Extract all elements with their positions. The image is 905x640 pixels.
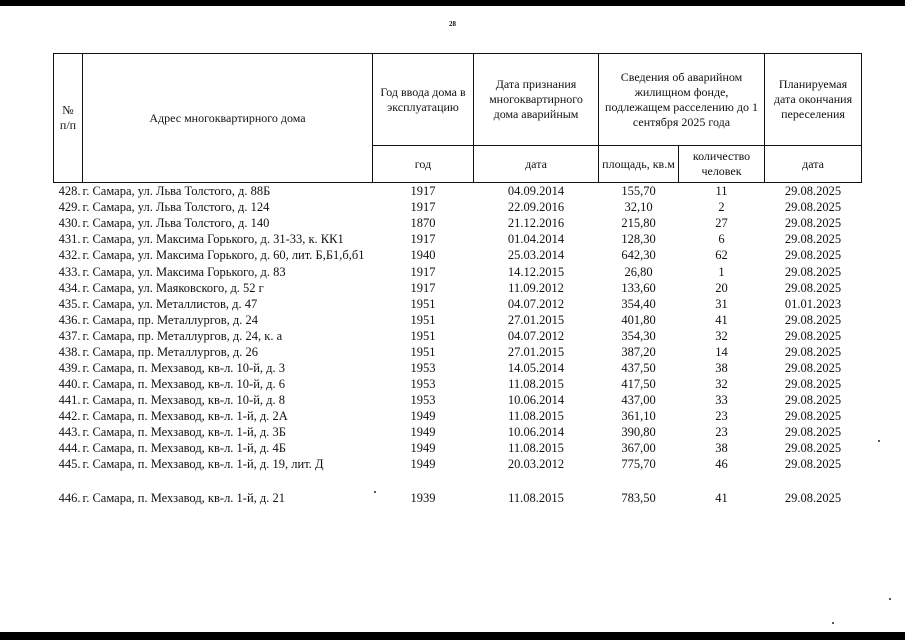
row-number: 429. — [58, 200, 81, 214]
row-number: 432. — [58, 248, 81, 262]
row-people: 1 — [718, 265, 725, 279]
row-number: 431. — [58, 232, 81, 246]
row-year: 1917 — [410, 265, 436, 279]
row-address: г. Самара, пр. Металлургов, д. 24 — [82, 313, 259, 327]
scan-speck — [832, 622, 834, 624]
row-year: 1917 — [410, 200, 436, 214]
row-year: 1953 — [410, 393, 436, 407]
row-plan-date: 29.08.2025 — [784, 216, 842, 230]
row-plan-date: 29.08.2025 — [784, 425, 842, 439]
row-year: 1917 — [410, 184, 436, 198]
row-area: 387,20 — [621, 345, 656, 359]
row-people: 11 — [715, 184, 728, 198]
row-date: 27.01.2015 — [507, 345, 565, 359]
row-address: г. Самара, п. Мехзавод, кв-л. 10-й, д. 3 — [82, 361, 286, 375]
row-number: 446. — [58, 491, 81, 505]
row-address: г. Самара, п. Мехзавод, кв-л. 1-й, д. 3Б — [82, 425, 286, 439]
row-year: 1951 — [410, 345, 436, 359]
row-address: г. Самара, ул. Льва Толстого, д. 124 — [82, 200, 270, 214]
table-row — [54, 424, 862, 440]
row-plan-date: 01.01.2023 — [784, 297, 842, 311]
row-plan-date: 29.08.2025 — [784, 491, 842, 505]
row-people: 20 — [715, 281, 728, 295]
row-area: 401,80 — [621, 313, 656, 327]
row-date: 21.12.2016 — [507, 216, 565, 230]
table-row — [54, 392, 862, 408]
row-plan-date: 29.08.2025 — [784, 232, 842, 246]
row-people: 27 — [715, 216, 728, 230]
row-number: 442. — [58, 409, 81, 423]
row-date: 04.09.2014 — [507, 184, 565, 198]
row-address: г. Самара, п. Мехзавод, кв-л. 1-й, д. 19, лит. Д — [82, 457, 324, 471]
table-row — [54, 376, 862, 392]
scan-speck — [889, 598, 891, 600]
row-area: 32,10 — [624, 200, 653, 214]
subheader-people: количество человек — [679, 146, 765, 183]
row-number: 445. — [58, 457, 81, 471]
row-number: 435. — [58, 297, 81, 311]
row-date: 01.04.2014 — [507, 232, 565, 246]
row-year: 1953 — [410, 377, 436, 391]
row-people: 33 — [715, 393, 728, 407]
table-row — [54, 183, 862, 200]
table-row — [54, 247, 862, 264]
table-row — [54, 328, 862, 344]
row-year: 1951 — [410, 329, 436, 343]
table-row — [54, 360, 862, 376]
row-date: 11.08.2015 — [508, 441, 564, 455]
row-people: 2 — [718, 200, 725, 214]
row-spacer — [54, 472, 862, 490]
subheader-plan-date: дата — [765, 146, 862, 183]
row-number: 438. — [58, 345, 81, 359]
row-year: 1953 — [410, 361, 436, 375]
row-address: г. Самара, п. Мехзавод, кв-л. 10-й, д. 6 — [82, 377, 286, 391]
row-people: 14 — [715, 345, 728, 359]
row-plan-date: 29.08.2025 — [784, 313, 842, 327]
row-year: 1949 — [410, 409, 436, 423]
row-address: г. Самара, ул. Максима Горького, д. 60, лит. Б,Б1,б,б1 — [82, 248, 365, 262]
table-row — [54, 231, 862, 247]
row-area: 642,30 — [621, 248, 656, 262]
row-number: 443. — [58, 425, 81, 439]
row-area: 437,50 — [621, 361, 656, 375]
row-plan-date: 29.08.2025 — [784, 281, 842, 295]
row-date: 11.08.2015 — [508, 491, 564, 505]
row-address: г. Самара, п. Мехзавод, кв-л. 1-й, д. 2А — [82, 409, 288, 423]
row-people: 38 — [715, 361, 728, 375]
row-number: 433. — [58, 265, 81, 279]
row-date: 10.06.2014 — [507, 393, 565, 407]
row-people: 46 — [715, 457, 728, 471]
row-number: 441. — [58, 393, 81, 407]
row-people: 38 — [715, 441, 728, 455]
subheader-date: дата — [474, 146, 599, 183]
row-area: 367,00 — [621, 441, 656, 455]
row-area: 390,80 — [621, 425, 656, 439]
scan-speck — [878, 440, 880, 442]
row-plan-date: 29.08.2025 — [784, 184, 842, 198]
page-number: 28 — [449, 20, 456, 28]
row-number: 439. — [58, 361, 81, 375]
row-area: 417,50 — [621, 377, 656, 391]
row-area: 133,60 — [621, 281, 656, 295]
row-plan-date: 29.08.2025 — [784, 393, 842, 407]
subheader-year: год — [373, 146, 474, 183]
row-plan-date: 29.08.2025 — [784, 345, 842, 359]
row-area: 437,00 — [621, 393, 656, 407]
row-year: 1917 — [410, 232, 436, 246]
header-address: Адрес многоквартирного дома — [83, 54, 373, 183]
row-area: 783,50 — [621, 491, 656, 505]
row-area: 155,70 — [621, 184, 656, 198]
row-plan-date: 29.08.2025 — [784, 457, 842, 471]
row-plan-date: 29.08.2025 — [784, 265, 842, 279]
row-people: 23 — [715, 425, 728, 439]
table-row — [54, 490, 862, 506]
row-date: 27.01.2015 — [507, 313, 565, 327]
row-address: г. Самара, ул. Маяковского, д. 52 г — [82, 281, 264, 295]
emergency-housing-table — [53, 53, 862, 506]
row-date: 22.09.2016 — [507, 200, 565, 214]
row-area: 215,80 — [621, 216, 656, 230]
row-year: 1951 — [410, 297, 436, 311]
header-planned-date: Планируемая дата окончания переселения — [765, 54, 862, 146]
table-row — [54, 264, 862, 280]
row-date: 11.08.2015 — [508, 409, 564, 423]
row-plan-date: 29.08.2025 — [784, 409, 842, 423]
table-row — [54, 456, 862, 472]
row-address: г. Самара, пр. Металлургов, д. 26 — [82, 345, 259, 359]
row-year: 1870 — [410, 216, 436, 230]
row-people: 32 — [715, 377, 728, 391]
table-body — [54, 183, 862, 507]
header-fund-info: Сведения об аварийном жилищном фонде, подлежащем расселению до 1 сентября 2025 года — [599, 54, 765, 146]
row-people: 41 — [715, 313, 728, 327]
row-area: 26,80 — [624, 265, 653, 279]
row-plan-date: 29.08.2025 — [784, 248, 842, 262]
row-plan-date: 29.08.2025 — [784, 361, 842, 375]
row-plan-date: 29.08.2025 — [784, 329, 842, 343]
row-address: г. Самара, ул. Льва Толстого, д. 140 — [82, 216, 270, 230]
row-address: г. Самара, ул. Максима Горького, д. 83 — [82, 265, 286, 279]
row-date: 10.06.2014 — [507, 425, 565, 439]
row-plan-date: 29.08.2025 — [784, 377, 842, 391]
row-people: 23 — [715, 409, 728, 423]
row-plan-date: 29.08.2025 — [784, 200, 842, 214]
row-year: 1940 — [410, 248, 436, 262]
row-year: 1949 — [410, 457, 436, 471]
scan-bottom-border — [0, 632, 905, 640]
row-year: 1939 — [410, 491, 436, 505]
header-row — [54, 54, 862, 146]
row-number: 430. — [58, 216, 81, 230]
table-row — [54, 199, 862, 215]
row-date: 11.09.2012 — [508, 281, 564, 295]
row-year: 1949 — [410, 441, 436, 455]
row-number: 437. — [58, 329, 81, 343]
row-date: 11.08.2015 — [508, 377, 564, 391]
table-row — [54, 440, 862, 456]
row-address: г. Самара, ул. Максима Горького, д. 31-33, к. КК1 — [82, 232, 344, 246]
row-people: 6 — [718, 232, 725, 246]
row-area: 775,70 — [621, 457, 656, 471]
row-date: 20.03.2012 — [507, 457, 565, 471]
row-people: 62 — [715, 248, 728, 262]
row-address: г. Самара, ул. Льва Толстого, д. 88Б — [82, 184, 271, 198]
table-row — [54, 312, 862, 328]
row-area: 361,10 — [621, 409, 656, 423]
scan-top-border — [0, 0, 905, 6]
row-date: 04.07.2012 — [507, 329, 565, 343]
row-area: 354,30 — [621, 329, 656, 343]
row-year: 1949 — [410, 425, 436, 439]
row-year: 1951 — [410, 313, 436, 327]
row-people: 32 — [715, 329, 728, 343]
row-number: 440. — [58, 377, 81, 391]
row-date: 25.03.2014 — [507, 248, 565, 262]
row-number: 434. — [58, 281, 81, 295]
row-number: 428. — [58, 184, 81, 198]
row-people: 31 — [715, 297, 728, 311]
row-year: 1917 — [410, 281, 436, 295]
row-number: 444. — [58, 441, 81, 455]
header-year-commissioned: Год ввода дома в эксплуатацию — [373, 54, 474, 146]
row-date: 14.12.2015 — [507, 265, 565, 279]
table-row — [54, 344, 862, 360]
row-area: 128,30 — [621, 232, 656, 246]
row-date: 14.05.2014 — [507, 361, 565, 375]
row-number: 436. — [58, 313, 81, 327]
row-plan-date: 29.08.2025 — [784, 441, 842, 455]
table-row — [54, 296, 862, 312]
table-row — [54, 408, 862, 424]
table-row — [54, 280, 862, 296]
row-address: г. Самара, п. Мехзавод, кв-л. 10-й, д. 8 — [82, 393, 286, 407]
header-date-declared: Дата признания многоквартирного дома аварийным — [474, 54, 599, 146]
row-people: 41 — [715, 491, 728, 505]
header-num: № п/п — [54, 54, 83, 183]
row-date: 04.07.2012 — [507, 297, 565, 311]
row-address: г. Самара, пр. Металлургов, д. 24, к. а — [82, 329, 283, 343]
row-area: 354,40 — [621, 297, 656, 311]
scan-speck — [374, 491, 376, 493]
subheader-area: площадь, кв.м — [599, 146, 679, 183]
row-address: г. Самара, п. Мехзавод, кв-л. 1-й, д. 4Б — [82, 441, 286, 455]
table-row — [54, 215, 862, 231]
row-address: г. Самара, ул. Металлистов, д. 47 — [82, 297, 258, 311]
row-address: г. Самара, п. Мехзавод, кв-л. 1-й, д. 21 — [82, 491, 286, 505]
